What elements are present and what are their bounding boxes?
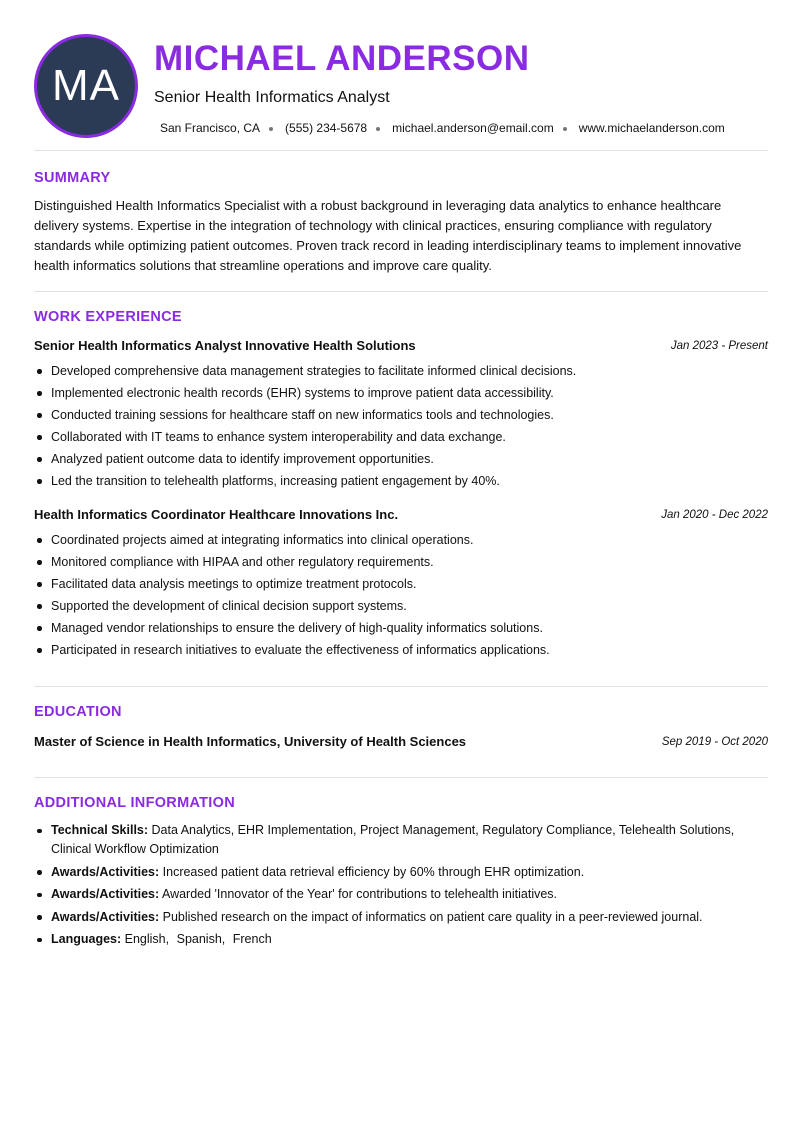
education-heading: EDUCATION [34, 704, 122, 720]
divider [34, 777, 768, 778]
additional-info-heading: ADDITIONAL INFORMATION [34, 795, 235, 811]
list-item: Supported the development of clinical decision support systems. [34, 595, 768, 617]
list-item: Collaborated with IT teams to enhance system interoperability and data exchange. [34, 426, 768, 448]
contact-phone: (555) 234-5678 [285, 121, 368, 135]
language-item: Spanish, [176, 932, 226, 946]
list-item [34, 885, 768, 904]
education-entry [34, 734, 768, 752]
divider [34, 686, 768, 687]
list-item: Implemented electronic health records (EHR) systems to improve patient data accessibility. [34, 382, 768, 404]
job-bullets [34, 529, 768, 661]
contact-email[interactable]: michael.anderson@email.com [392, 121, 554, 135]
info-text: Increased patient data retrieval efficiency by 60% through EHR optimization. [162, 864, 585, 879]
job-date: Jan 2020 - Dec 2022 [661, 509, 768, 521]
list-item: Coordinated projects aimed at integrating informatics into clinical operations. [34, 529, 768, 551]
job-header [34, 507, 768, 525]
work-experience-heading: WORK EXPERIENCE [34, 309, 182, 325]
language-item: English, [124, 932, 170, 946]
divider [34, 150, 768, 151]
contact-line [160, 121, 725, 135]
contact-location: San Francisco, CA [160, 121, 261, 135]
info-text: Awarded 'Innovator of the Year' for contributions to telehealth initiatives. [161, 887, 558, 901]
list-item: Conducted training sessions for healthcare staff on new informatics tools and technologies. [34, 404, 768, 426]
list-item: Developed comprehensive data management strategies to facilitate informed clinical decisions. [34, 360, 768, 382]
info-text: Data Analytics, EHR Implementation, Project Management, Regulatory Compliance, Telehealth Solutions, Clinical Workflow Optimization [51, 823, 735, 856]
separator-dot-icon [376, 127, 380, 131]
info-label: Technical Skills: [51, 823, 149, 837]
divider [34, 291, 768, 292]
list-item [34, 863, 768, 882]
list-item: Analyzed patient outcome data to identify improvement opportunities. [34, 448, 768, 470]
info-text: Published research on the impact of informatics on patient care quality in a peer-reviewed journal. [162, 909, 703, 924]
list-item: Led the transition to telehealth platforms, increasing patient engagement by 40%. [34, 470, 768, 492]
contact-website[interactable]: www.michaelanderson.com [578, 121, 725, 135]
resume-header [34, 34, 768, 138]
list-item: Monitored compliance with HIPAA and other regulatory requirements. [34, 551, 768, 573]
avatar-initials: MA [52, 61, 120, 110]
list-item: Facilitated data analysis meetings to optimize treatment protocols. [34, 573, 768, 595]
job-role: Health Informatics Coordinator Healthcare Innovations Inc. [34, 507, 399, 522]
info-label: Awards/Activities: [51, 909, 160, 924]
info-label: Awards/Activities: [51, 887, 160, 901]
list-item [34, 908, 768, 927]
info-label: Awards/Activities: [51, 864, 160, 879]
list-item [34, 930, 768, 949]
list-item [34, 821, 768, 859]
avatar [34, 34, 138, 138]
language-item: French [232, 932, 272, 946]
job-header [34, 338, 768, 356]
education-degree: Master of Science in Health Informatics, University of Health Sciences [34, 734, 467, 749]
summary-text: Distinguished Health Informatics Specialist with a robust background in leveraging data analytics to enhance healthcare delivery systems. Expertise in the integration of technology with clinical practices, ensuring compliance with regulatory standards while optimizing patient outcomes. Proven track record in leading interdisciplinary teams to implement innovative health informatics solutions that streamline operations and improve care quality. [34, 198, 742, 273]
additional-info-list [34, 821, 768, 953]
job-date: Jan 2023 - Present [670, 340, 768, 352]
separator-dot-icon [269, 127, 273, 131]
languages-label: Languages: [51, 932, 122, 946]
separator-dot-icon [563, 127, 567, 131]
candidate-title: Senior Health Informatics Analyst [154, 89, 390, 106]
job-role: Senior Health Informatics Analyst Innovative Health Solutions [34, 338, 416, 353]
list-item: Managed vendor relationships to ensure the delivery of high-quality informatics solutions. [34, 617, 768, 639]
education-date: Sep 2019 - Oct 2020 [661, 736, 768, 748]
job-bullets [34, 360, 768, 492]
list-item: Participated in research initiatives to evaluate the effectiveness of informatics applications. [34, 639, 768, 661]
summary-heading: SUMMARY [34, 170, 111, 186]
candidate-name: MICHAEL ANDERSON [154, 39, 530, 78]
